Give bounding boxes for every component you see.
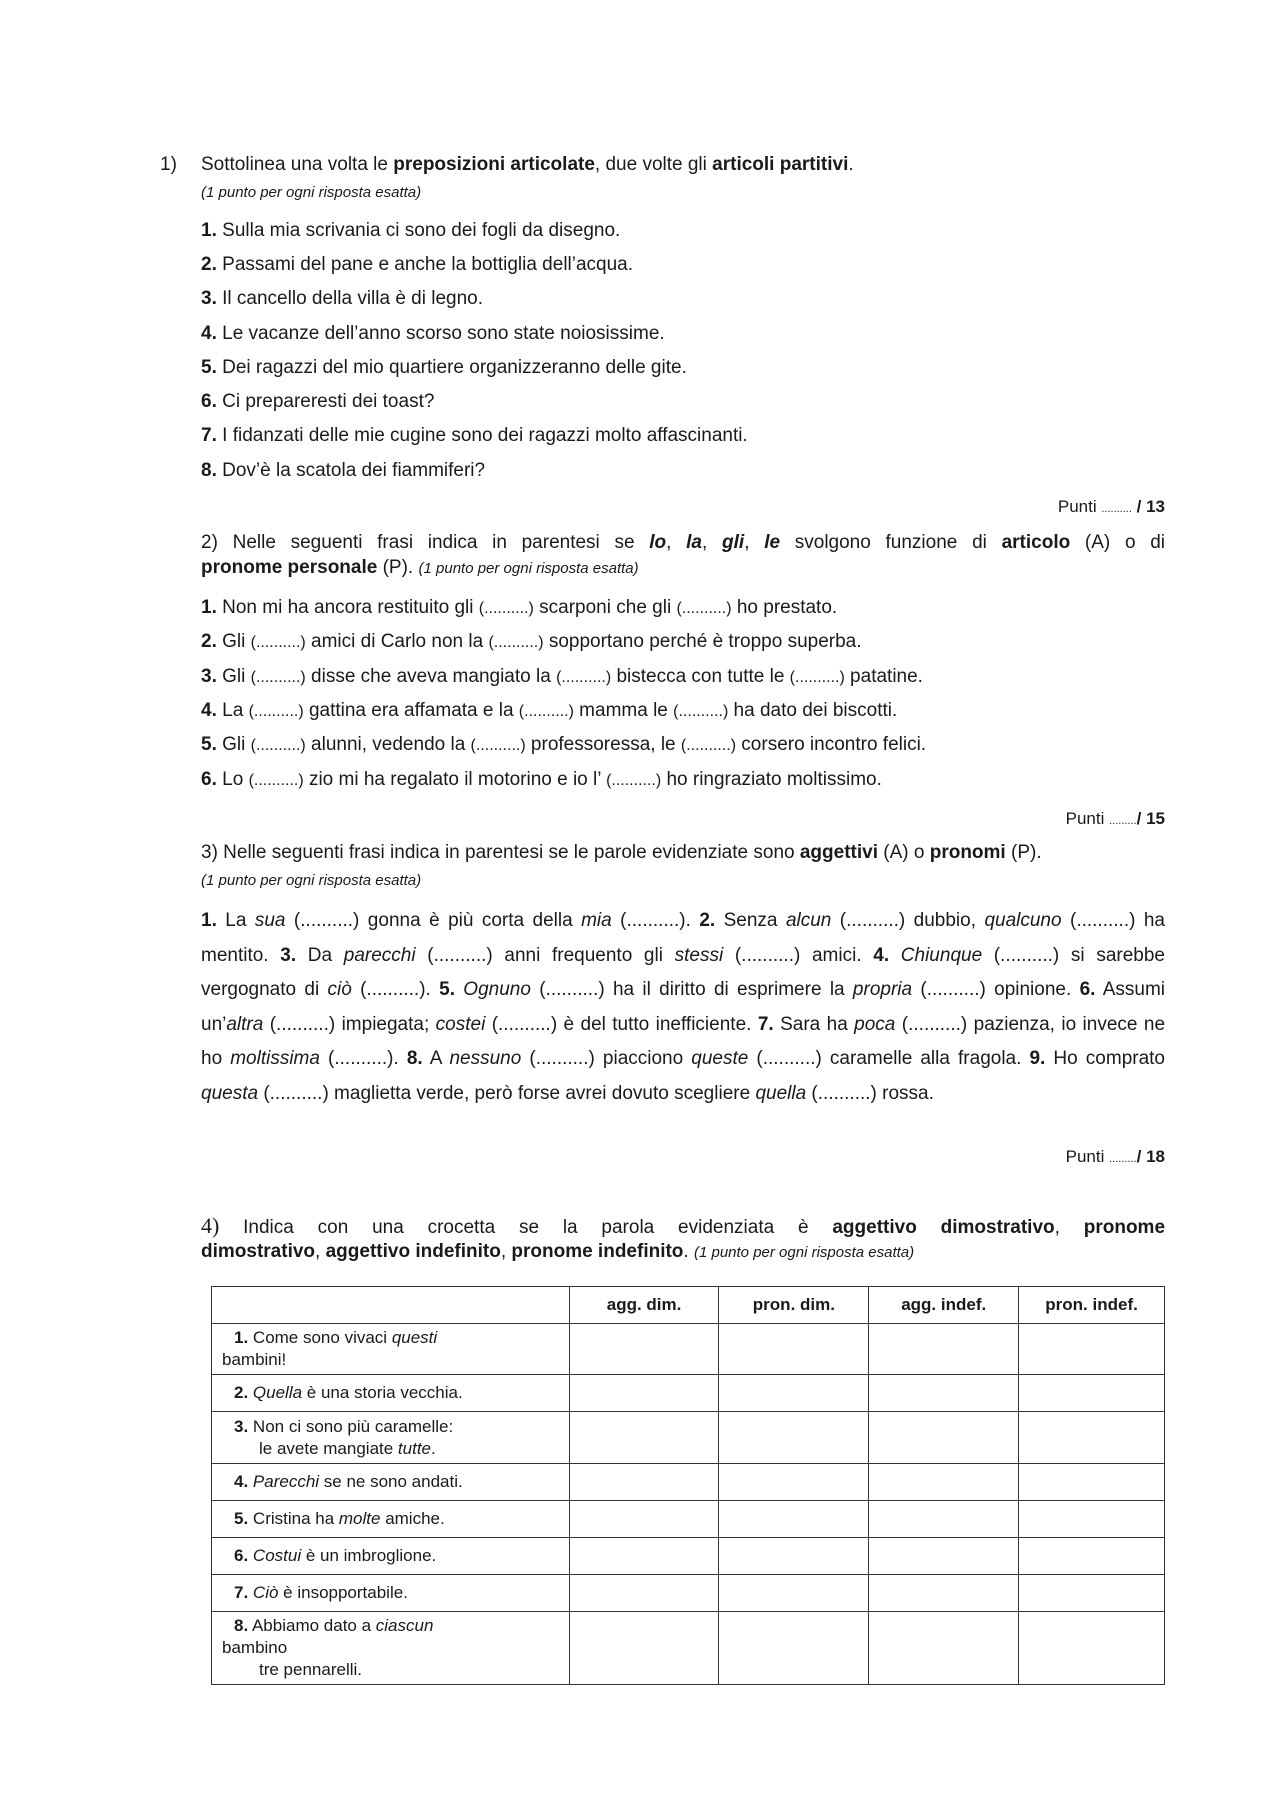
row-text: . bbox=[431, 1438, 436, 1458]
q2-item-text: professoressa, le bbox=[525, 734, 681, 755]
row-highlighted-word: questi bbox=[391, 1328, 438, 1347]
q2-item bbox=[201, 597, 837, 619]
table-row bbox=[212, 1538, 1165, 1575]
q3-text: A bbox=[422, 1048, 450, 1069]
checkbox-cell-agg-dim[interactable] bbox=[569, 1575, 719, 1612]
row-text: Cristina ha bbox=[248, 1509, 339, 1528]
q1-item-text: Ci prepareresti dei toast? bbox=[222, 391, 435, 412]
q2-item-number: 4. bbox=[201, 700, 217, 721]
q3-sentence-number: 7. bbox=[757, 1013, 774, 1035]
q3-highlighted-word: qualcuno bbox=[984, 910, 1062, 931]
checkbox-cell-agg-dim[interactable] bbox=[569, 1412, 719, 1464]
checkbox-cell-pron-indef[interactable] bbox=[1019, 1324, 1165, 1375]
q3-text: La bbox=[216, 910, 255, 931]
q3-highlighted-word: mia bbox=[581, 910, 612, 931]
table-row bbox=[212, 1324, 1165, 1375]
q3-text: Assumi un’ bbox=[201, 979, 1165, 1035]
q3-highlighted-word: quella bbox=[755, 1082, 807, 1104]
q2-item-text: zio mi ha regalato il motorino e io l’ bbox=[303, 769, 607, 790]
q3-text: (..........). bbox=[319, 1048, 407, 1069]
q3-text: (..........) si sarebbe vergognato di bbox=[201, 944, 1165, 1000]
table-row bbox=[212, 1501, 1165, 1538]
row-text: le avete mangiate bbox=[259, 1438, 398, 1458]
row-number: 3. bbox=[234, 1416, 249, 1436]
q3-highlighted-word: questa bbox=[201, 1082, 259, 1104]
row-text: amiche. bbox=[380, 1509, 445, 1528]
q3-highlighted-word: ciò bbox=[327, 979, 352, 1000]
checkbox-cell-agg-indef[interactable] bbox=[869, 1575, 1019, 1612]
row-sentence bbox=[212, 1412, 570, 1464]
checkbox-cell-agg-indef[interactable] bbox=[869, 1324, 1019, 1375]
answer-blank[interactable]: (..........) bbox=[250, 634, 306, 651]
q3-highlighted-word: Chiunque bbox=[900, 944, 983, 966]
checkbox-cell-agg-dim[interactable] bbox=[569, 1324, 719, 1375]
checkbox-cell-pron-dim[interactable] bbox=[719, 1501, 869, 1538]
q2-item-text: disse che aveva mangiato la bbox=[305, 666, 557, 687]
checkbox-cell-pron-dim[interactable] bbox=[719, 1412, 869, 1464]
checkbox-cell-pron-indef[interactable] bbox=[1019, 1375, 1165, 1412]
header-agg-dim: agg. dim. bbox=[569, 1287, 719, 1324]
answer-blank[interactable]: (..........) bbox=[606, 772, 662, 789]
row-sentence bbox=[212, 1375, 570, 1412]
row-sentence bbox=[212, 1575, 570, 1612]
table-header-row bbox=[212, 1287, 1165, 1324]
q4-title-line2: dimostrativo, aggettivo indefinito, pronome indefinito. (1 punto per ogni risposta esatta) bbox=[201, 1241, 915, 1262]
checkbox-cell-pron-indef[interactable] bbox=[1019, 1412, 1165, 1464]
q3-text: (..........). bbox=[611, 910, 700, 931]
q2-item bbox=[201, 734, 926, 756]
q2-item-text: Gli bbox=[222, 734, 251, 755]
answer-blank[interactable]: (..........) bbox=[680, 737, 737, 754]
row-text: Non ci sono più caramelle: bbox=[248, 1416, 454, 1436]
q3-sentence-number: 3. bbox=[280, 944, 297, 966]
header-pron-indef: pron. indef. bbox=[1019, 1287, 1165, 1324]
answer-blank[interactable]: (..........) bbox=[478, 600, 534, 617]
q1-note: (1 punto per ogni risposta esatta) bbox=[201, 184, 422, 201]
row-highlighted-word: Parecchi bbox=[252, 1472, 320, 1491]
q1-item-number: 3. bbox=[201, 288, 217, 309]
row-highlighted-word: Ciò bbox=[252, 1583, 279, 1602]
row-number: 8. bbox=[234, 1616, 249, 1635]
row-sentence bbox=[212, 1464, 570, 1501]
table-row bbox=[212, 1575, 1165, 1612]
q3-sentence-number: 6. bbox=[1079, 979, 1096, 1000]
q3-text: (..........) maglietta verde, però forse avrei dovuto scegliere bbox=[258, 1082, 756, 1104]
q3-text: (..........). bbox=[351, 979, 440, 1000]
checkbox-cell-agg-dim[interactable] bbox=[569, 1375, 719, 1412]
q1-item-text: I fidanzati delle mie cugine sono dei ragazzi molto affascinanti. bbox=[222, 425, 748, 446]
checkbox-cell-agg-indef[interactable] bbox=[869, 1375, 1019, 1412]
q2-item bbox=[201, 666, 923, 688]
q2-item-text: mamma le bbox=[573, 700, 674, 721]
q3-text: Ho comprato bbox=[1045, 1048, 1165, 1069]
checkbox-cell-pron-dim[interactable] bbox=[719, 1575, 869, 1612]
q2-item bbox=[201, 631, 862, 653]
row-highlighted-word: tutte bbox=[397, 1438, 432, 1458]
q3-highlighted-word: Ognuno bbox=[463, 979, 531, 1000]
q3-sentence-number: 2. bbox=[699, 910, 716, 931]
table-row bbox=[212, 1464, 1165, 1501]
q2-item-text: ha dato dei biscotti. bbox=[728, 700, 898, 721]
q3-text bbox=[889, 945, 901, 966]
q3-sentence-number: 8. bbox=[406, 1048, 423, 1069]
row-number: 5. bbox=[234, 1509, 249, 1528]
q1-item bbox=[201, 425, 748, 447]
checkbox-cell-agg-indef[interactable] bbox=[869, 1612, 1019, 1685]
checkbox-cell-pron-indef[interactable] bbox=[1019, 1501, 1165, 1538]
answer-blank[interactable]: (..........) bbox=[470, 737, 526, 754]
answer-blank[interactable]: (..........) bbox=[488, 634, 544, 651]
row-text: bambino bbox=[222, 1638, 288, 1657]
q1-item-text: Dov’è la scatola dei fiammiferi? bbox=[222, 460, 486, 481]
q1-item-number: 2. bbox=[201, 254, 217, 275]
q1-item-number: 5. bbox=[201, 357, 217, 378]
q1-item-number: 8. bbox=[201, 460, 217, 481]
q3-sentence-number: 1. bbox=[201, 910, 217, 931]
checkbox-cell-pron-dim[interactable] bbox=[719, 1324, 869, 1375]
row-text: bambini! bbox=[222, 1350, 287, 1369]
answer-blank[interactable]: (..........) bbox=[673, 703, 729, 720]
q3-highlighted-word: stessi bbox=[674, 944, 724, 966]
q1-item-number: 6. bbox=[201, 391, 217, 412]
q1-title: Sottolinea una volta le preposizioni articolate, due volte gli articoli partitivi. bbox=[201, 154, 854, 175]
q2-item-number: 2. bbox=[201, 631, 217, 652]
q3-sentence-number: 4. bbox=[873, 944, 890, 966]
q3-text: (..........) gonna è più corta della bbox=[285, 910, 582, 931]
q3-note: (1 punto per ogni risposta esatta) bbox=[201, 872, 422, 889]
q2-item-text: La bbox=[222, 700, 249, 721]
q2-item-text: bistecca con tutte le bbox=[611, 666, 790, 687]
q3-highlighted-word: alcun bbox=[785, 910, 832, 931]
q1-number: 1) bbox=[160, 154, 177, 175]
q2-title-line1: 2) Nelle seguenti frasi indica in parentesi se lo, la, gli, le svolgono funzione di articolo (A) o di bbox=[201, 532, 1166, 553]
checkbox-cell-pron-dim[interactable] bbox=[719, 1375, 869, 1412]
table-row bbox=[212, 1375, 1165, 1412]
checkbox-cell-pron-indef[interactable] bbox=[1019, 1612, 1165, 1685]
q1-item-text: Passami del pane e anche la bottiglia dell’acqua. bbox=[222, 254, 634, 275]
checkbox-cell-agg-dim[interactable] bbox=[569, 1612, 719, 1685]
answer-blank[interactable]: (..........) bbox=[518, 703, 574, 720]
checkbox-cell-agg-dim[interactable] bbox=[569, 1501, 719, 1538]
row-text: se ne sono andati. bbox=[319, 1472, 463, 1491]
row-highlighted-word: Quella bbox=[252, 1383, 303, 1402]
checkbox-cell-pron-dim[interactable] bbox=[719, 1538, 869, 1575]
q2-title-line2: pronome personale (P). (1 punto per ogni risposta esatta) bbox=[201, 557, 639, 578]
q3-text: (..........) rossa. bbox=[806, 1082, 934, 1104]
q1-item bbox=[201, 220, 620, 242]
q3-text: Da bbox=[296, 944, 344, 966]
q2-item-text: ho ringraziato moltissimo. bbox=[661, 769, 882, 790]
q3-highlighted-word: altra bbox=[226, 1013, 264, 1035]
checkbox-cell-agg-indef[interactable] bbox=[869, 1464, 1019, 1501]
q3-highlighted-word: costei bbox=[435, 1013, 486, 1035]
q3-text: (..........) opinione. bbox=[912, 979, 1080, 1000]
q1-score: Punti .......... / 13 bbox=[1057, 497, 1165, 516]
row-highlighted-word: ciascun bbox=[375, 1616, 434, 1635]
checkbox-cell-agg-indef[interactable] bbox=[869, 1412, 1019, 1464]
q2-item-number: 5. bbox=[201, 734, 217, 755]
q1-item bbox=[201, 254, 633, 276]
q2-item-text: scarponi che gli bbox=[533, 597, 677, 618]
answer-blank[interactable]: (..........) bbox=[789, 669, 845, 686]
header-agg-indef: agg. indef. bbox=[869, 1287, 1019, 1324]
checkbox-cell-pron-indef[interactable] bbox=[1019, 1575, 1165, 1612]
q3-text: (..........) dubbio, bbox=[831, 910, 985, 931]
q2-item-text: ho prestato. bbox=[731, 597, 838, 618]
q1-item-number: 7. bbox=[201, 425, 217, 446]
q3-text: (..........) anni frequento gli bbox=[415, 944, 675, 966]
q1-item bbox=[201, 357, 687, 379]
q2-item-text: gattina era affamata e la bbox=[303, 700, 519, 721]
q3-text: Sara ha bbox=[773, 1013, 855, 1035]
q3-text: (..........) amici. bbox=[723, 944, 874, 966]
q3-highlighted-word: sua bbox=[254, 910, 286, 931]
q2-score: Punti ........./ 15 bbox=[1065, 809, 1165, 828]
q4-title-line1: 4) Indica con una crocetta se la parola evidenziata è aggettivo dimostrativo, pronome bbox=[201, 1213, 1166, 1238]
q2-item-number: 3. bbox=[201, 666, 217, 687]
answer-blank[interactable]: (..........) bbox=[556, 669, 612, 686]
q1-item bbox=[201, 323, 665, 345]
q1-item-text: Sulla mia scrivania ci sono dei fogli da disegno. bbox=[222, 220, 621, 241]
q3-text: (..........) piacciono bbox=[521, 1048, 692, 1069]
row-sentence bbox=[212, 1612, 570, 1685]
q2-item bbox=[201, 700, 897, 722]
checkbox-cell-pron-indef[interactable] bbox=[1019, 1464, 1165, 1501]
table-row bbox=[212, 1412, 1165, 1464]
q3-highlighted-word: moltissima bbox=[230, 1048, 320, 1069]
q2-item-number: 1. bbox=[201, 597, 217, 618]
answer-blank[interactable]: (..........) bbox=[250, 737, 306, 754]
q3-score: Punti ........./ 18 bbox=[1065, 1147, 1165, 1166]
checkbox-cell-pron-dim[interactable] bbox=[719, 1464, 869, 1501]
row-text: è un imbroglione. bbox=[301, 1546, 437, 1565]
q3-text: (..........) ha il diritto di esprimere la bbox=[530, 979, 853, 1000]
checkbox-cell-agg-dim[interactable] bbox=[569, 1464, 719, 1501]
q1-item-text: Le vacanze dell’anno scorso sono state noiosissime. bbox=[222, 323, 665, 344]
row-text: è una storia vecchia. bbox=[302, 1383, 463, 1402]
answer-blank[interactable]: (..........) bbox=[250, 669, 306, 686]
row-text: è insopportabile. bbox=[278, 1583, 408, 1602]
q2-item-text: amici di Carlo non la bbox=[305, 631, 489, 652]
q2-item-number: 6. bbox=[201, 769, 217, 790]
q2-item-text: Gli bbox=[222, 666, 251, 687]
q2-item-text: patatine. bbox=[844, 666, 923, 687]
q2-item-text: Gli bbox=[222, 631, 251, 652]
row-sentence bbox=[212, 1538, 570, 1575]
header-empty bbox=[212, 1287, 570, 1324]
row-number: 2. bbox=[234, 1383, 249, 1402]
q3-text: (..........) pazienza, io invece ne ho bbox=[201, 1013, 1166, 1069]
row-highlighted-word: Costui bbox=[252, 1546, 302, 1565]
q3-text: Senza bbox=[715, 910, 786, 931]
q2-item-text: Non mi ha ancora restituito gli bbox=[222, 597, 479, 618]
q3-text: (..........) impiegata; bbox=[263, 1013, 436, 1035]
answer-blank[interactable]: (..........) bbox=[248, 772, 304, 789]
q1-item-number: 1. bbox=[201, 220, 217, 241]
q2-item-text: corsero incontro felici. bbox=[736, 734, 927, 755]
q3-highlighted-word: parecchi bbox=[343, 944, 416, 966]
q1-item bbox=[201, 460, 485, 482]
q1-item-text: Dei ragazzi del mio quartiere organizzeranno delle gite. bbox=[222, 357, 687, 378]
q3-paragraph bbox=[201, 904, 1165, 1111]
checkbox-cell-agg-dim[interactable] bbox=[569, 1538, 719, 1575]
row-sentence bbox=[212, 1324, 570, 1375]
q1-item bbox=[201, 288, 483, 310]
q2-item-text: alunni, vedendo la bbox=[305, 734, 471, 755]
q1-item-text: Il cancello della villa è di legno. bbox=[222, 288, 484, 309]
row-number: 7. bbox=[234, 1583, 249, 1602]
table-row bbox=[212, 1612, 1165, 1685]
q3-highlighted-word: nessuno bbox=[449, 1048, 522, 1069]
row-number: 4. bbox=[234, 1472, 249, 1491]
answer-blank[interactable]: (..........) bbox=[676, 600, 732, 617]
q3-sentence-number: 9. bbox=[1029, 1048, 1046, 1069]
q3-highlighted-word: poca bbox=[854, 1013, 896, 1035]
q1-item bbox=[201, 391, 434, 413]
q3-highlighted-word: propria bbox=[852, 979, 913, 1000]
q2-item bbox=[201, 769, 882, 791]
header-pron-dim: pron. dim. bbox=[719, 1287, 869, 1324]
row-sentence bbox=[212, 1501, 570, 1538]
q2-item-text: sopportano perché è troppo superba. bbox=[543, 631, 862, 652]
checkbox-cell-agg-indef[interactable] bbox=[869, 1501, 1019, 1538]
q3-highlighted-word: queste bbox=[691, 1048, 749, 1069]
checkbox-cell-pron-dim[interactable] bbox=[719, 1612, 869, 1685]
row-highlighted-word: molte bbox=[338, 1509, 381, 1528]
row-number: 6. bbox=[234, 1546, 249, 1565]
q3-text: (..........) caramelle alla fragola. bbox=[748, 1048, 1030, 1069]
q1-item-number: 4. bbox=[201, 323, 217, 344]
q3-title: 3) Nelle seguenti frasi indica in parentesi se le parole evidenziate sono aggettivi (A) o pronomi (P). bbox=[201, 842, 1042, 863]
answer-table bbox=[211, 1286, 1165, 1685]
checkbox-cell-agg-indef[interactable] bbox=[869, 1538, 1019, 1575]
row-text: tre pennarelli. bbox=[259, 1660, 363, 1679]
answer-blank[interactable]: (..........) bbox=[248, 703, 304, 720]
q3-text: (..........) ha mentito. bbox=[201, 910, 1166, 966]
q3-text: (..........) è del tutto inefficiente. bbox=[485, 1013, 758, 1035]
q2-item-text: Lo bbox=[222, 769, 249, 790]
row-number: 1. bbox=[234, 1328, 249, 1347]
q3-sentence-number: 5. bbox=[439, 979, 455, 1000]
checkbox-cell-pron-indef[interactable] bbox=[1019, 1538, 1165, 1575]
row-text: Abbiamo dato a bbox=[248, 1616, 376, 1635]
row-text: Come sono vivaci bbox=[248, 1328, 392, 1347]
